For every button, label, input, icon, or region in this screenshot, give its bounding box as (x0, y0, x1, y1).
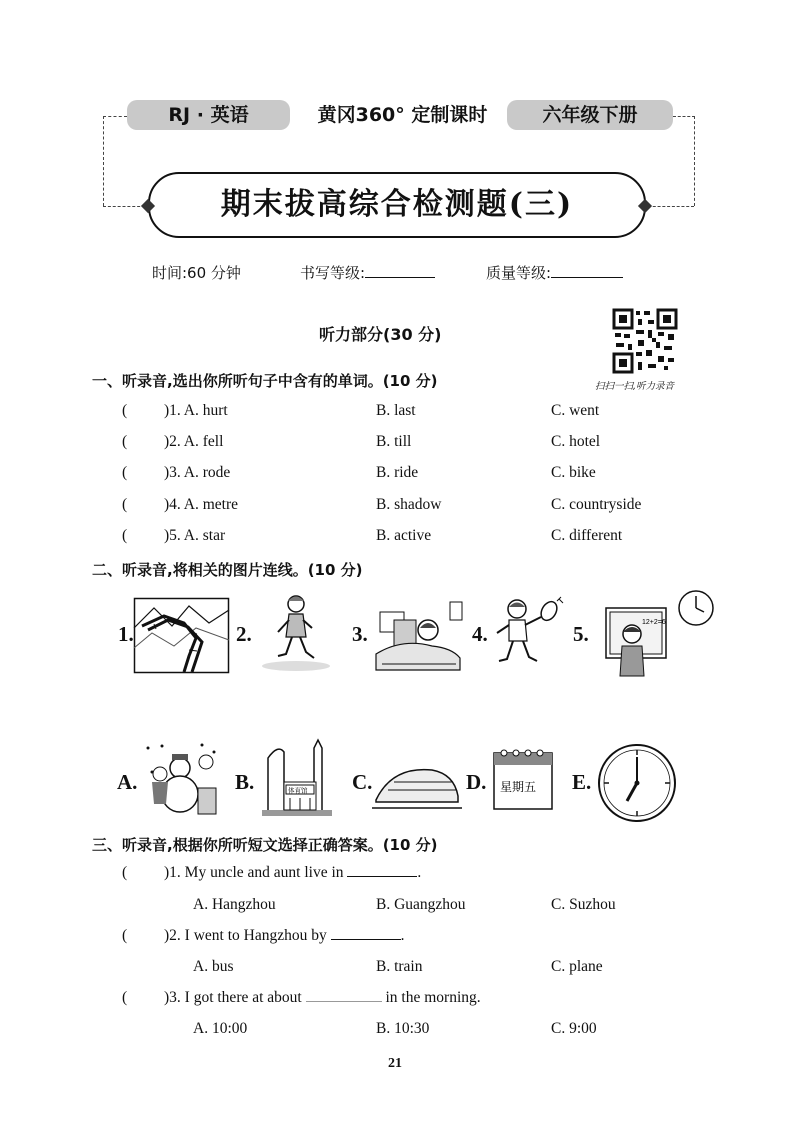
item-option-b: B. ride (376, 464, 419, 481)
series-title: 黄冈360° 定制课时 (317, 104, 488, 126)
answer-paren[interactable]: ( (122, 433, 128, 450)
item-option-a: A. bus (193, 958, 234, 975)
header-dash-left-low (103, 206, 145, 207)
section3-heading: 三、听录音,根据你所听短文选择正确答案。(10 分) (92, 836, 438, 854)
picture-label-d: D. (466, 770, 487, 794)
calendar-picture[interactable] (490, 745, 556, 813)
question-end: . (400, 927, 405, 944)
quality-grade-blank[interactable] (551, 277, 623, 278)
page-title: 期末拔高综合检测题(三) (148, 172, 646, 238)
answer-paren[interactable]: ( (122, 464, 128, 481)
item-option-c: C. different (551, 527, 623, 544)
badminton-boy-picture[interactable] (487, 595, 569, 673)
section1-heading: 一、听录音,选出你所听句子中含有的单词。(10 分) (92, 372, 438, 390)
answer-paren[interactable]: ( (122, 927, 128, 944)
item-option-a: )4. A. metre (164, 496, 239, 513)
question-stem: )1. My uncle and aunt live in (164, 864, 344, 881)
answer-paren[interactable]: ( (122, 402, 128, 419)
answer-blank[interactable] (331, 939, 401, 940)
header-dash-left (103, 116, 127, 117)
item-option-b: B. 10:30 (376, 1020, 430, 1037)
picture-label-3: 3. (352, 622, 368, 646)
header-dash-right (673, 116, 695, 117)
question-text (164, 864, 421, 882)
gym-sign: 体育馆 (288, 786, 308, 795)
answer-paren[interactable]: ( (122, 527, 128, 544)
item-option-c: C. went (551, 402, 600, 419)
qr-caption: 扫扫一扫,听力录音 (595, 381, 675, 392)
question-stem: )3. I got there at about (164, 989, 302, 1006)
item-option-b: B. till (376, 433, 412, 450)
qr-code[interactable] (612, 308, 678, 374)
clock-picture[interactable] (597, 743, 677, 823)
skating-girl-picture[interactable] (256, 592, 336, 674)
great-wall-picture[interactable] (134, 598, 229, 673)
writing-grade-label: 书写等级: (300, 264, 366, 282)
writing-grade (300, 262, 435, 283)
page-number: 21 (388, 1056, 402, 1071)
item-option-a: A. 10:00 (193, 1020, 248, 1037)
sick-boy-picture[interactable] (372, 594, 464, 674)
picture-label-5: 5. (573, 622, 589, 646)
teacher-clock-picture[interactable] (604, 586, 716, 676)
snowman-picture[interactable] (142, 742, 220, 816)
answer-paren[interactable]: ( (122, 989, 128, 1006)
item-option-c: C. 9:00 (551, 1020, 597, 1037)
answer-blank[interactable] (306, 1001, 382, 1002)
item-option-a: )5. A. star (164, 527, 226, 544)
answer-blank[interactable] (347, 876, 417, 877)
item-option-a: )2. A. fell (164, 433, 224, 450)
quality-grade (486, 262, 623, 283)
header-dash-left-vert (103, 116, 104, 206)
grade-tag: 六年级下册 (507, 100, 673, 130)
section2-heading: 二、听录音,将相关的图片连线。(10 分) (92, 561, 363, 579)
picture-label-2: 2. (236, 622, 252, 646)
item-option-b: B. shadow (376, 496, 442, 513)
writing-grade-blank[interactable] (365, 277, 435, 278)
item-option-b: B. Guangzhou (376, 896, 466, 913)
item-option-a: )1. A. hurt (164, 402, 228, 419)
item-option-c: C. bike (551, 464, 596, 481)
item-option-c: C. countryside (551, 496, 642, 513)
picture-label-e: E. (572, 770, 592, 794)
item-option-b: B. train (376, 958, 423, 975)
calendar-day: 星期五 (500, 780, 537, 794)
quality-grade-label: 质量等级: (486, 264, 552, 282)
question-text (164, 989, 481, 1007)
question-text (164, 927, 404, 945)
listening-title: 听力部分(30 分) (319, 325, 442, 344)
time-limit: 时间:60 分钟 (152, 264, 241, 282)
item-option-c: C. plane (551, 958, 603, 975)
item-option-b: B. active (376, 527, 432, 544)
train-picture[interactable] (372, 756, 462, 812)
question-end: . (417, 864, 422, 881)
item-option-c: C. Suzhou (551, 896, 616, 913)
item-option-b: B. last (376, 402, 416, 419)
picture-label-4: 4. (472, 622, 488, 646)
answer-paren[interactable]: ( (122, 496, 128, 513)
item-option-c: C. hotel (551, 433, 601, 450)
header-dash-right-low (648, 206, 694, 207)
item-option-a: A. Hangzhou (193, 896, 276, 913)
subject-tag: RJ · 英语 (127, 100, 290, 130)
picture-label-1: 1. (118, 622, 134, 646)
board-equation: 12+2=6 (642, 619, 666, 626)
item-option-a: )3. A. rode (164, 464, 231, 481)
question-end: in the morning. (385, 989, 481, 1006)
answer-paren[interactable]: ( (122, 864, 128, 881)
question-stem: )2. I went to Hangzhou by (164, 927, 327, 944)
picture-label-c: C. (352, 770, 373, 794)
header-dash-right-vert (694, 116, 695, 206)
picture-label-a: A. (117, 770, 138, 794)
gym-building-picture[interactable] (256, 738, 338, 816)
picture-label-b: B. (235, 770, 255, 794)
